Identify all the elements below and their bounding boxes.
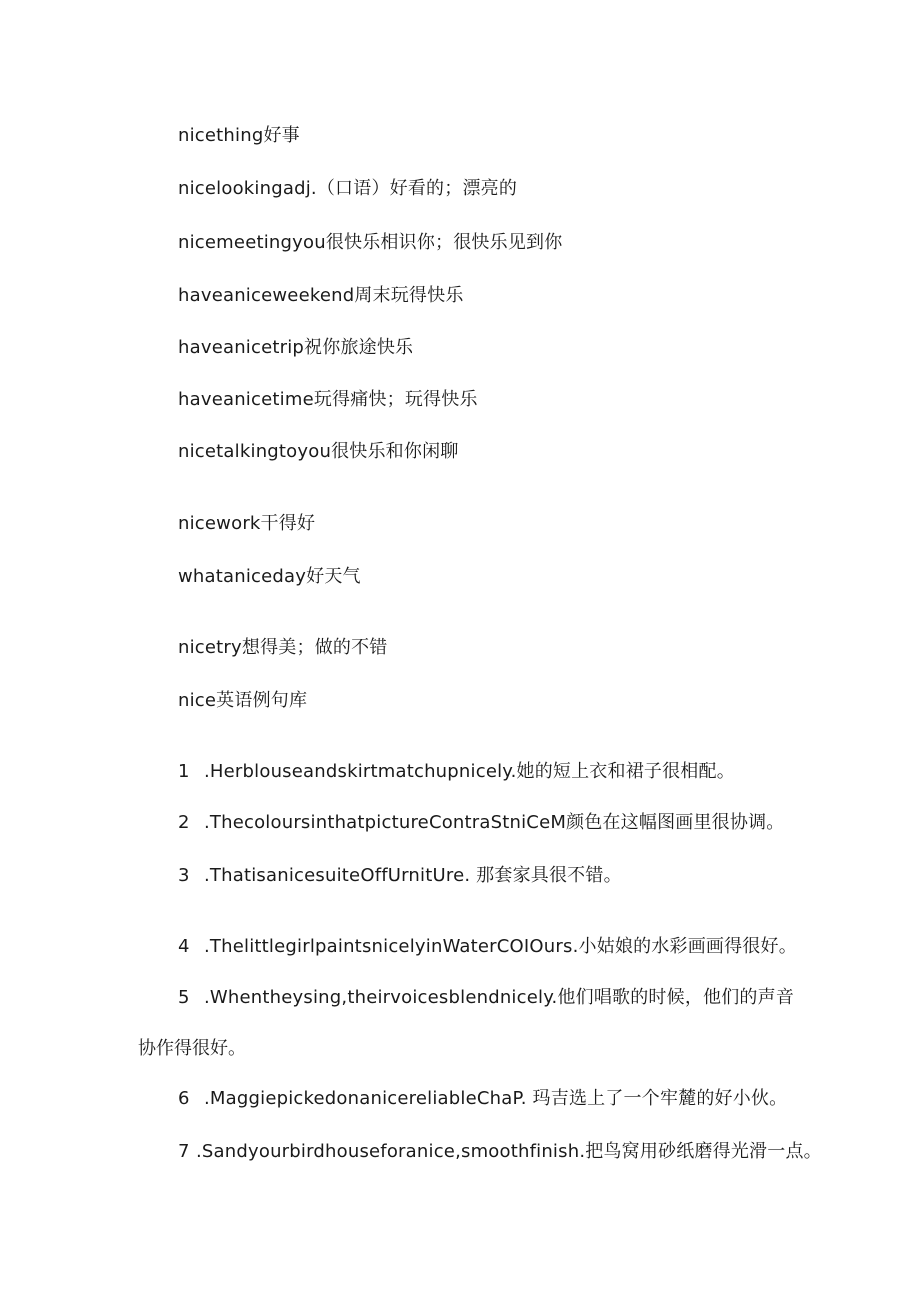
- example-text: .Sandyourbirdhouseforanice,smoothfinish.把鸟窝用砂纸磨得光滑一点。: [196, 1141, 822, 1162]
- phrase-line: nicelookingadj.（口语）好看的；漂亮的: [178, 178, 518, 199]
- phrase-line: nicething好事: [178, 125, 300, 146]
- example-number: 5: [178, 987, 190, 1008]
- phrase-line: nicetry想得美；做的不错: [178, 637, 388, 658]
- section-heading: nice英语例句库: [178, 690, 308, 711]
- example-sentence: [178, 1087, 787, 1111]
- phrase-line: haveanicetrip祝你旅途快乐: [178, 337, 414, 358]
- example-number: 2: [178, 812, 190, 833]
- phrase-line: haveanicetime玩得痛快；玩得快乐: [178, 389, 478, 410]
- example-text: .Herblouseandskirtmatchupnicely.她的短上衣和裙子很相配。: [204, 761, 735, 782]
- example-text: .MaggiepickedonanicereliableChaP. 玛吉选上了一个牢麓的好小伙。: [204, 1088, 788, 1109]
- phrase-line: whataniceday好天气: [178, 566, 361, 587]
- example-number: 1: [178, 761, 190, 782]
- example-sentence: [178, 760, 735, 784]
- example-number: 7: [178, 1141, 190, 1162]
- phrase-line: nicemeetingyou很快乐相识你；很快乐见到你: [178, 232, 563, 253]
- example-sentence: [178, 935, 797, 959]
- example-number: 6: [178, 1088, 190, 1109]
- phrase-line: nicework干得好: [178, 513, 316, 534]
- example-text: .Whentheysing,theirvoicesblendnicely.他们唱歌的时候，他们的声音: [204, 987, 795, 1008]
- example-text: .ThecoloursinthatpictureContraStniCeM颜色在这幅图画里很协调。: [204, 812, 785, 833]
- example-sentence: [178, 1140, 822, 1164]
- phrase-line: haveaniceweekend周末玩得快乐: [178, 285, 464, 306]
- example-number: 4: [178, 936, 190, 957]
- example-number: 3: [178, 865, 190, 886]
- example-continuation: 协作得很好。: [138, 1038, 246, 1059]
- example-text: .ThelittlegirlpaintsnicelyinWaterCOIOurs.小姑娘的水彩画画得很好。: [204, 936, 797, 957]
- example-sentence: [178, 811, 784, 835]
- example-text: .ThatisanicesuiteOffUrnitUre. 那套家具很不错。: [204, 865, 622, 886]
- example-sentence: [178, 986, 794, 1010]
- example-sentence: [178, 864, 622, 888]
- phrase-line: nicetalkingtoyou很快乐和你闲聊: [178, 441, 459, 462]
